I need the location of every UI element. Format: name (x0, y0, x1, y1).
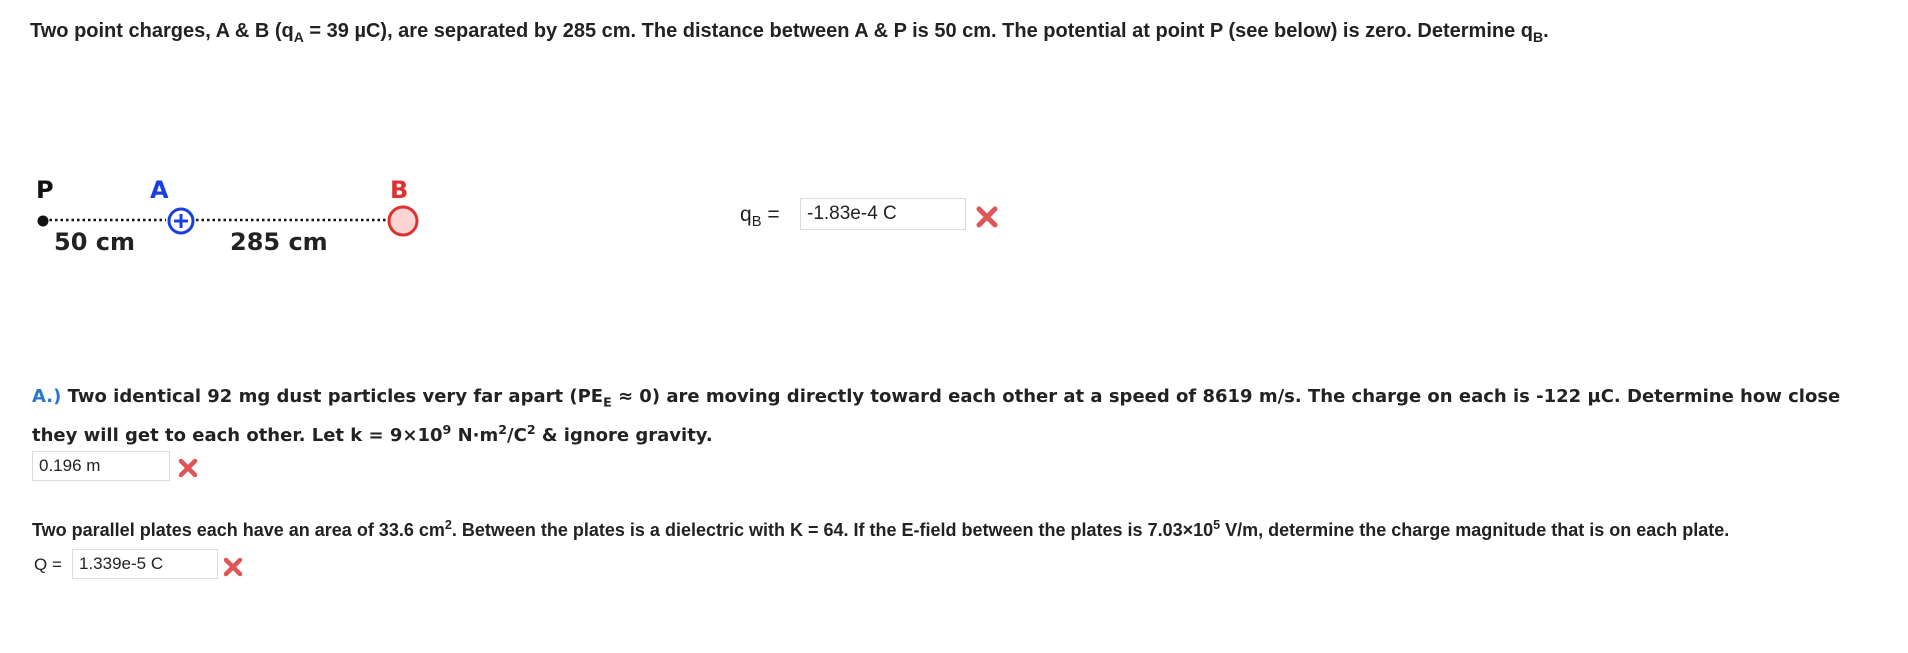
question2-line2: they will get to each other. Let $k = 9\times 10^9$ $N\cdot m^2/C^2$ & ignore gravity. (32, 422, 713, 446)
label-b: B (390, 176, 409, 204)
distance-pa-label: 50 cm (54, 228, 135, 256)
distance-ab-label: 285 cm (230, 228, 328, 256)
question1-text: Two point charges, A & B ($q_A = 39$ µC), are separated by 285 cm. The distance between A & P is 50 cm. The potential at point P (see below) is zero. Determine $q_B$. (30, 20, 1549, 45)
x-mark-icon (177, 457, 199, 479)
question2-line1: A.) Two identical 92 mg dust particles very far apart $(PE_E \approx 0)$ are moving directly toward each other at a speed of 8619 m/s. The charge on each is -122 µC. Determine how close (32, 386, 1841, 410)
part-a-label: A.) (32, 386, 62, 407)
distance-answer-input[interactable]: 0.196 m (32, 451, 170, 481)
label-a: A (150, 176, 169, 204)
charge-answer-label: Q = (34, 555, 62, 574)
question3-text: Two parallel plates each have an area of 33.6 $cm^2$. Between the plates is a dielectric with K = 64. If the E-field between the plates is $7.03\times 10^5$ V/m, determine the charge magnitude that is on each plate. (32, 518, 1730, 540)
charge-b-icon (386, 204, 420, 238)
qb-answer-input[interactable]: -1.83e-4 C (800, 198, 966, 230)
qb-answer-label: $q_B$ = (740, 203, 780, 231)
charge-a-icon (166, 206, 196, 236)
label-p: P (36, 176, 54, 204)
x-mark-icon (975, 205, 999, 229)
charge-answer-input[interactable]: 1.339e-5 C (72, 549, 218, 579)
x-mark-icon (222, 556, 244, 578)
point-p-dot (36, 214, 50, 228)
charge-diagram (30, 170, 450, 270)
